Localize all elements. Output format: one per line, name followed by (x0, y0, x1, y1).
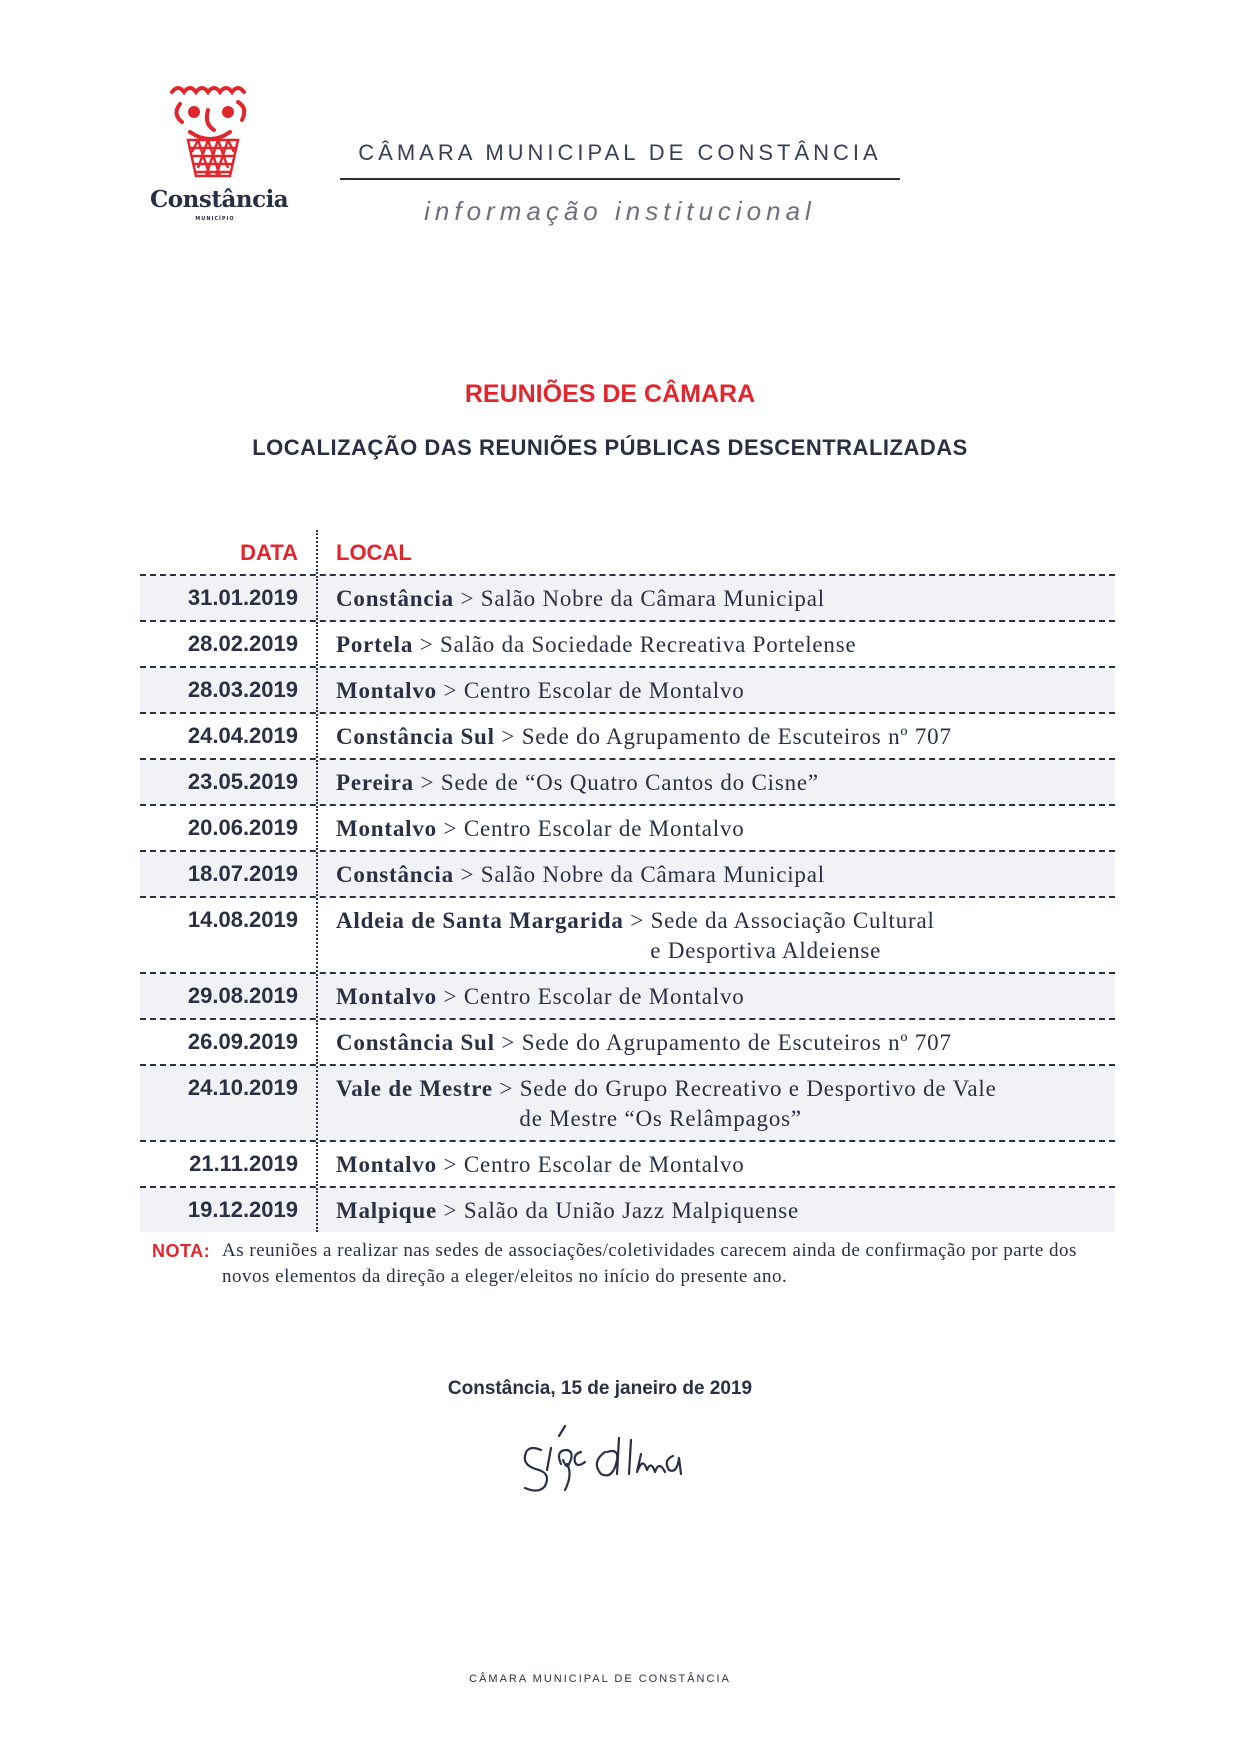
table-row (140, 622, 1115, 668)
meeting-place: Malpique (336, 1198, 437, 1223)
meeting-venue-block (630, 906, 934, 966)
document-title: REUNIÕES DE CÂMARA (464, 380, 756, 408)
meeting-date: 29.08.2019 (140, 974, 318, 1018)
table-row (140, 714, 1115, 760)
institution-subtitle: informação institucional (424, 196, 816, 226)
meeting-place: Pereira (336, 770, 414, 795)
meeting-venue: > Sede do Agrupamento de Escuteiros nº 707 (501, 724, 952, 749)
note-block (152, 1238, 1112, 1290)
meeting-place: Portela (336, 632, 414, 657)
table-row (140, 1066, 1115, 1142)
meeting-date: 19.12.2019 (140, 1188, 318, 1232)
meeting-date: 31.01.2019 (140, 576, 318, 620)
meeting-venue-continuation: de Mestre “Os Relâmpagos” (519, 1106, 802, 1131)
meeting-venue: > Salão Nobre da Câmara Municipal (460, 586, 825, 611)
meeting-location (318, 1066, 997, 1140)
meeting-venue: > Salão da União Jazz Malpiquense (443, 1198, 800, 1223)
meeting-location (318, 714, 952, 758)
meeting-date: 28.02.2019 (140, 622, 318, 666)
meeting-place: Montalvo (336, 816, 437, 841)
meeting-place: Vale de Mestre (336, 1076, 493, 1101)
meeting-place: Constância Sul (336, 1030, 495, 1055)
table-row (140, 668, 1115, 714)
meeting-date: 26.09.2019 (140, 1020, 318, 1064)
meeting-venue: > Sede de “Os Quatro Cantos do Cisne” (420, 770, 819, 795)
meeting-location (318, 1020, 952, 1064)
meeting-venue: > Centro Escolar de Montalvo (443, 984, 745, 1009)
meeting-venue: > Centro Escolar de Montalvo (443, 678, 745, 703)
logo-wordmark: Constância (150, 186, 289, 213)
meeting-location (318, 974, 745, 1018)
table-row (140, 576, 1115, 622)
meeting-place: Montalvo (336, 984, 437, 1009)
meeting-place: Montalvo (336, 678, 437, 703)
table-row (140, 760, 1115, 806)
header-local: LOCAL (336, 540, 412, 565)
meeting-venue: > Centro Escolar de Montalvo (443, 816, 745, 841)
meeting-venue: > Salão Nobre da Câmara Municipal (460, 862, 825, 887)
handwritten-signature (505, 1418, 755, 1498)
meeting-date: 14.08.2019 (140, 898, 318, 972)
meeting-date: 18.07.2019 (140, 852, 318, 896)
note-label: NOTA: (152, 1241, 211, 1261)
table-row (140, 898, 1115, 974)
meeting-venue: > Sede do Agrupamento de Escuteiros nº 707 (501, 1030, 952, 1055)
logo-emblem-icon (150, 78, 280, 188)
meeting-location (318, 806, 745, 850)
table-row (140, 974, 1115, 1020)
meeting-date: 23.05.2019 (140, 760, 318, 804)
meeting-date: 24.04.2019 (140, 714, 318, 758)
meeting-place: Aldeia de Santa Margarida (336, 908, 624, 933)
table-header (140, 530, 1115, 576)
header-divider (340, 178, 900, 180)
meeting-place: Constância Sul (336, 724, 495, 749)
institution-name: CÂMARA MUNICIPAL DE CONSTÂNCIA (358, 140, 882, 165)
meeting-location (318, 668, 745, 712)
document-subtitle: LOCALIZAÇÃO DAS REUNIÕES PÚBLICAS DESCENTRALIZADAS (252, 435, 968, 460)
table-row (140, 1188, 1115, 1232)
header-date: DATA (140, 530, 318, 574)
meeting-place: Constância (336, 586, 454, 611)
meeting-venue: > Centro Escolar de Montalvo (443, 1152, 745, 1177)
place-and-date: Constância, 15 de janeiro de 2019 (447, 1378, 753, 1399)
table-row (140, 852, 1115, 898)
table-row (140, 1142, 1115, 1188)
table-row (140, 1020, 1115, 1066)
meeting-location (318, 760, 819, 804)
meeting-venue: > Sede do Grupo Recreativo e Desportivo de Vale (499, 1076, 997, 1101)
meeting-venue-continuation: e Desportiva Aldeiense (650, 938, 882, 963)
note-text: As reuniões a realizar nas sedes de associações/coletividades carecem ainda de confirmação por parte dos novos elementos da direção a eleger/eleitos no início do presente ano. (222, 1240, 1077, 1287)
meeting-date: 21.11.2019 (140, 1142, 318, 1186)
meeting-location (318, 576, 825, 620)
meeting-place: Montalvo (336, 1152, 437, 1177)
table-body (140, 576, 1115, 1232)
meeting-location (318, 898, 935, 972)
meetings-table (140, 530, 1115, 1232)
meeting-date: 24.10.2019 (140, 1066, 318, 1140)
meeting-venue: > Sede da Associação Cultural (630, 908, 935, 933)
meeting-date: 28.03.2019 (140, 668, 318, 712)
table-row (140, 806, 1115, 852)
meeting-location (318, 852, 825, 896)
meeting-venue-block (499, 1074, 996, 1134)
meeting-location (318, 1188, 799, 1232)
footer-institution: CÂMARA MUNICIPAL DE CONSTÂNCIA (469, 1673, 731, 1685)
meeting-venue: > Salão da Sociedade Recreativa Portelense (419, 632, 857, 657)
municipality-logo (150, 78, 289, 228)
meeting-location (318, 1142, 745, 1186)
logo-subtitle: MUNICÍPIO (195, 216, 235, 222)
meeting-place: Constância (336, 862, 454, 887)
meeting-date: 20.06.2019 (140, 806, 318, 850)
meeting-location (318, 622, 856, 666)
